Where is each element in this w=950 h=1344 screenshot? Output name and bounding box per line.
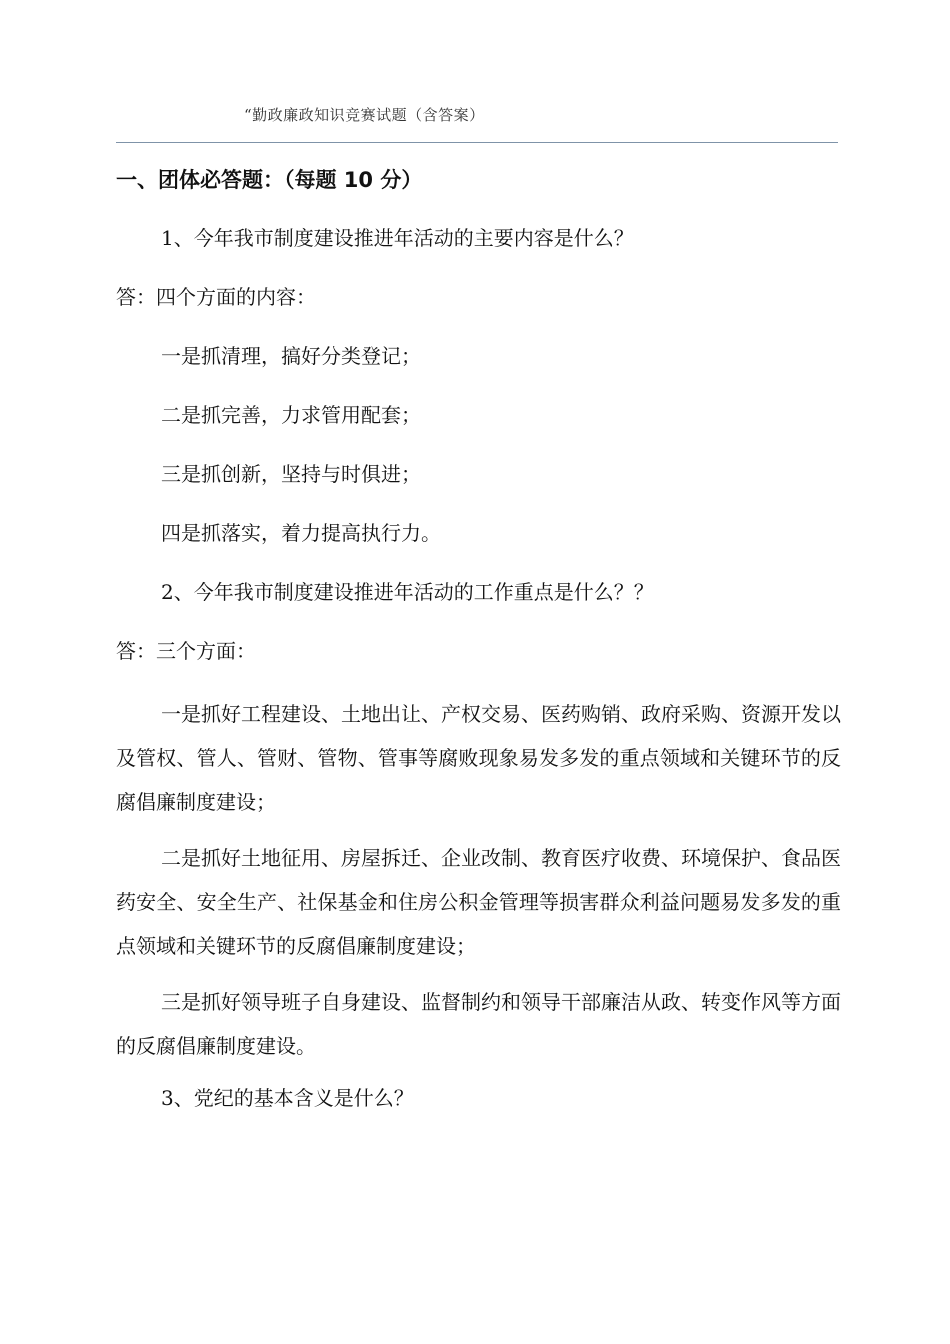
section-heading: 一、团体必答题：（每题 10 分） [116,168,423,192]
answer-1-item-3: 三是抓创新，坚持与时俱进； [161,462,421,486]
answer-1-item-2: 二是抓完善，力求管用配套； [161,403,421,427]
answer-1-item-4: 四是抓落实，着力提高执行力。 [161,521,441,545]
answer-2-item-3: 三是抓好领导班子自身建设、监督制约和领导干部廉洁从政、转变作风等方面的反腐倡廉制度建设。 [116,990,841,1058]
answer-1-item-1: 一是抓清理，搞好分类登记； [161,344,421,368]
answer-2-item-2: 二是抓好土地征用、房屋拆迁、企业改制、教育医疗收费、环境保护、食品医药安全、安全生产、社保基金和住房公积金管理等损害群众利益问题易发多发的重点领域和关键环节的反腐倡廉制度建设； [116,846,841,958]
document-body [116,162,841,1139]
header-divider [116,142,838,143]
answer-1-intro: 答：四个方面的内容： [116,285,316,309]
question-2: 2、今年我市制度建设推进年活动的工作重点是什么？？ [161,580,654,604]
question-3: 3、党纪的基本含义是什么？ [161,1086,414,1110]
answer-2-item-1: 一是抓好工程建设、土地出让、产权交易、医药购销、政府采购、资源开发以及管权、管人、管财、管物、管事等腐败现象易发多发的重点领域和关键环节的反腐倡廉制度建设； [116,702,841,814]
answer-2-intro: 答：三个方面： [116,639,256,663]
question-1: 1、今年我市制度建设推进年活动的主要内容是什么？ [161,226,634,250]
document-header-title: “勤政廉政知识竞赛试题（含答案） [244,106,485,124]
